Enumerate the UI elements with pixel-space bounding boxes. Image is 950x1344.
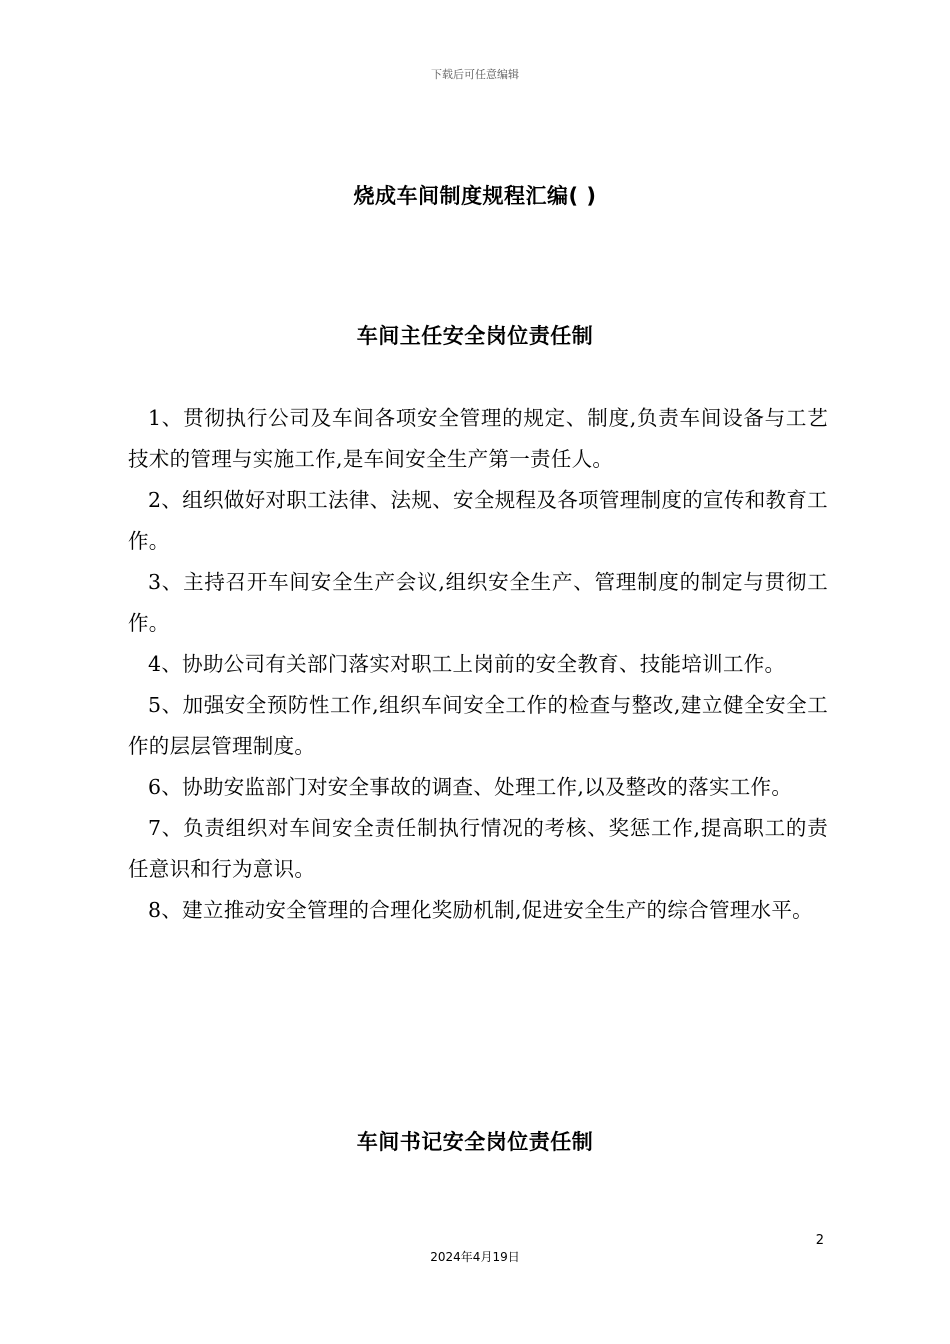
list-item: 2、组织做好对职工法律、法规、安全规程及各项管理制度的宣传和教育工作。 bbox=[128, 488, 828, 553]
list-item: 4、协助公司有关部门落实对职工上岗前的安全教育、技能培训工作。 bbox=[148, 652, 786, 676]
list-item: 8、建立推动安全管理的合理化奖励机制,促进安全生产的综合管理水平。 bbox=[148, 898, 813, 922]
list-item: 7、负责组织对车间安全责任制执行情况的考核、奖惩工作,提高职工的责任意识和行为意识。 bbox=[128, 816, 828, 881]
section-title-director: 车间主任安全岗位责任制 bbox=[356, 324, 594, 348]
list-item: 6、协助安监部门对安全事故的调查、处理工作,以及整改的落实工作。 bbox=[148, 775, 793, 799]
section-title-secretary: 车间书记安全岗位责任制 bbox=[356, 1130, 594, 1154]
list-item: 1、贯彻执行公司及车间各项安全管理的规定、制度,负责车间设备与工艺技术的管理与实施工作,是车间安全生产第一责任人。 bbox=[128, 406, 828, 471]
footer-date: 2024年4月19日 bbox=[430, 1250, 520, 1264]
responsibility-list bbox=[128, 398, 828, 931]
list-item: 3、主持召开车间安全生产会议,组织安全生产、管理制度的制定与贯彻工作。 bbox=[128, 570, 828, 635]
page-number: 2 bbox=[815, 1233, 824, 1248]
header-note: 下载后可任意编辑 bbox=[431, 68, 519, 81]
document-title: 烧成车间制度规程汇编( ) bbox=[353, 184, 597, 208]
list-item: 5、加强安全预防性工作,组织车间安全工作的检查与整改,建立健全安全工作的层层管理制度。 bbox=[128, 693, 828, 758]
